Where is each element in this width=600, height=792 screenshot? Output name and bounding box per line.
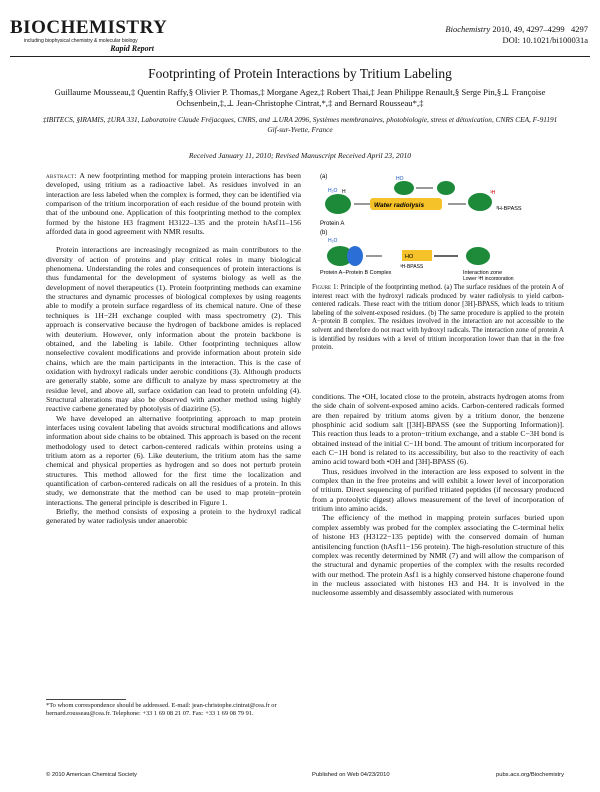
footnote-rule xyxy=(46,699,126,700)
label-bpass: ³H-BPASS xyxy=(496,206,522,212)
section-label: Rapid Report xyxy=(110,44,154,53)
paragraph: Thus, residues involved in the interaction are less exposed to solvent in the complex than in the free proteins and will exhibit a lower level of incorporation of tritium. Direct sequencing of purified tritiated peptides (if necessary produced from a proteolytic digest) allows measurement of the level of incorporation of tritium into amino acids. xyxy=(312,466,564,514)
label-h2o: H₂O xyxy=(328,188,338,194)
citation-journal: Biochemistry xyxy=(445,24,491,34)
abstract-text: A new footprinting method for mapping protein interactions has been developed, using tritium as a radioactive label. As residues involved in an interaction are less labeled when the complex is formed, they can be identified via comparison of the tritium incorporation of each residue of the bound protein with that of the unbound one. Application of this footprinting method to the complex formed by the histone H3 fragment H3122–135 and the protein hAsf11–156 afforded data in good agreement with NMR results. xyxy=(46,171,302,237)
protein-radical-shape xyxy=(437,181,455,195)
paragraph: conditions. The •OH, located close to the protein, abstracts hydrogen atoms from the side chain of solvent-exposed amino acids. Carbon-centered radicals formed are then repaired by tritium atoms given by a tritium donor, the benzene phosphinic acid sodium salt [[3H]-BPASS (see the Supporting Information)]. This reaction thus leads to a proton−tritium exchange, and a stable C−3H bond is obtained instead of the initial C−1H bond. The amount of tritium incorporated for each C−1H bond is related to its accessibility, but also to the reactivity of each amino acid toward both •OH and [3H]-BPASS (6). xyxy=(312,392,564,467)
copyright: © 2010 American Chemical Society xyxy=(46,772,137,778)
label-h: H xyxy=(342,189,346,195)
journal-subtitle: including biophysical chemistry & molecular biology xyxy=(24,38,138,44)
label-interaction-zone: Interaction zone xyxy=(463,270,503,276)
figure-1 xyxy=(318,170,566,280)
paragraph: We have developed an alternative footprinting approach to map protein interfaces using covalent labeling that avoids structural modifications and allows information about side chains to be obtained. This approach is based on the recent methodology used to detect carbon-centered radicals within proteins using a tritium atom as a reporter (6). Like deuterium, the tritium atom has the same chemical and physical properties as hydrogen and so does not perturb protein structures. This method allowed for the first time the localization and quantification of carbon-centered radicals on all the residues of a protein. In this study, we demonstrate that the method can be used to map protein−protein interactions. The general principle is described in Figure 1. xyxy=(46,413,301,507)
figure-panel-a-label: (a) xyxy=(320,174,328,180)
left-column xyxy=(46,171,301,526)
header-rule xyxy=(10,56,590,57)
label-protein-a: Protein A xyxy=(320,221,345,227)
author-list: Guillaume Mousseau,‡ Quentin Raffy,§ Olivier P. Thomas,‡ Morgane Agez,‡ Robert Thai,‡ Jean Philippe Renault,§ Serge Pin,§⊥ Françoise Ochsenbein,‡,⊥ Jean-Christophe Cintrat,*,‡ and Bernard Rousseau*,‡ xyxy=(54,87,546,108)
figure-caption xyxy=(312,284,564,353)
journal-logo xyxy=(10,17,168,53)
received-dates: Received January 11, 2010; Revised Manuscript Received April 23, 2010 xyxy=(188,151,412,160)
doi: DOI: 10.1021/bi100031a xyxy=(502,35,588,45)
footprinted-protein-shape xyxy=(466,247,490,265)
article-title: Footprinting of Protein Interactions by Tritium Labeling xyxy=(148,66,452,81)
abstract-label: abstract: xyxy=(46,171,77,180)
label-ho: HO xyxy=(405,254,414,260)
paragraph: Protein interactions are increasingly recognized as main contributors to the diversity of action of proteins and play critical roles in many biological phenomena. Understanding the roles and consequences of protein interactions is thus fundamental for the development of systems biology as well as the development of novel therapeutics (1). Protein footprinting methods can examine the structures and dynamic processes of biological complexes by using reagents able to modify a protein surface regardless of its chemical nature. One of these techniques is 1H−2H exchange coupled with mass spectrometry (2). This approach is conservative because the hydrogen of backbone amides is replaced with deuterium. However, only information about the protein backbone is obtained, and the labeling is labile. Other footprinting techniques allow nonselective covalent modifications and provide information about protein side chains, which are the main participants in the interaction. This is the case of oxidation with hydroxyl radicals under aerobic conditions (3). Although products are generally stable, some are difficult to analyze by mass spectrometry at the residue level, and above all, surface oxidation can lead to protein unfolding (4). Structural alterations may also be observed with another method using highly reactive carbene generated by photolysis of diazirine (5). xyxy=(46,245,301,414)
right-column xyxy=(312,392,564,598)
protein-a-shape xyxy=(325,194,351,214)
caption-text: Principle of the footprinting method. (a) The surface residues of the protein A of interest react with the hydroxyl radicals produced by water radiolysis to yield carbon-centered radicals. These react with the tritium donor [3H]-BPASS, which leads to tritium labeling of the solvent-exposed residues. (b) The same procedure is applied to the protein A−protein B complex. The residues involved in the interaction are not accessible to the solvent and therefore do not react with hydroxyl radicals. The interaction zone of protein A is identified by residues with a level of tritium incorporation lower than that in the free protein. xyxy=(312,284,564,352)
label-tritium: ³H xyxy=(490,190,496,196)
page-number: 4297 xyxy=(571,24,588,34)
label-h2o: H₂O xyxy=(328,238,338,244)
citation-header xyxy=(445,24,588,46)
paragraph: The efficiency of the method in mapping protein surfaces buried upon complex assembly was probed for the complex associating the C-terminal helix of histone H3 (H3122−135 peptide) with the conserved domain of human antisilencing function (hAsf11−156 protein). The high-resolution structure of this complex was recently determined by NMR (7) and will allow the comparison of the structural and dynamic properties of the complex with the results recorded with our method. The protein Asf1 is a highly conserved histone chaperone found in the nucleus associated with histones H3 and H4. It is involved in the nucleosome assembly and disassembly associated with numerous xyxy=(312,513,564,598)
figure-panel-b-label: (b) xyxy=(320,230,328,236)
label-lower-incorporation: Lower ³H incorporation xyxy=(463,276,514,280)
journal-name: BIOCHEMISTRY xyxy=(10,17,168,38)
labeled-protein-shape xyxy=(468,193,492,211)
label-ho: HO xyxy=(396,176,404,182)
label-complex: Protein A−Protein B Complex xyxy=(320,270,392,276)
abstract xyxy=(46,171,301,236)
label-water-radiolysis: Water radiolysis xyxy=(374,202,425,209)
correspondence-footnote: *To whom correspondence should be addressed. E-mail: jean-christophe.cintrat@cea.fr or bernard.rousseau@cea.fr. Telephone: +33 1 69 08 21 07. Fax: +33 1 69 08 79 91. xyxy=(46,702,277,717)
published-date: Published on Web 04/23/2010 xyxy=(312,772,390,778)
label-bpass: ³H-BPASS xyxy=(400,264,424,270)
protein-radical-shape xyxy=(394,181,414,195)
complex-protein-b-shape xyxy=(347,246,363,266)
journal-url[interactable]: pubs.acs.org/Biochemistry xyxy=(496,772,564,778)
caption-label: Figure 1: xyxy=(312,284,339,291)
affiliations: ‡IBITECS, §IRAMIS, ‡URA 331, Laboratoire Claude Fréjacques, CNRS, and ⊥URA 2096, Systèmes membranaires, photobiologie, stress et détoxication, CNRS CEA, F-91191 Gif-sur-Yvette, France xyxy=(42,115,558,134)
citation-volume: 2010, 49, 4297–4299 xyxy=(490,24,565,34)
paragraph: Briefly, the method consists of exposing a protein to the hydroxyl radical generated by water radiolysis under anaerobic xyxy=(46,507,301,526)
